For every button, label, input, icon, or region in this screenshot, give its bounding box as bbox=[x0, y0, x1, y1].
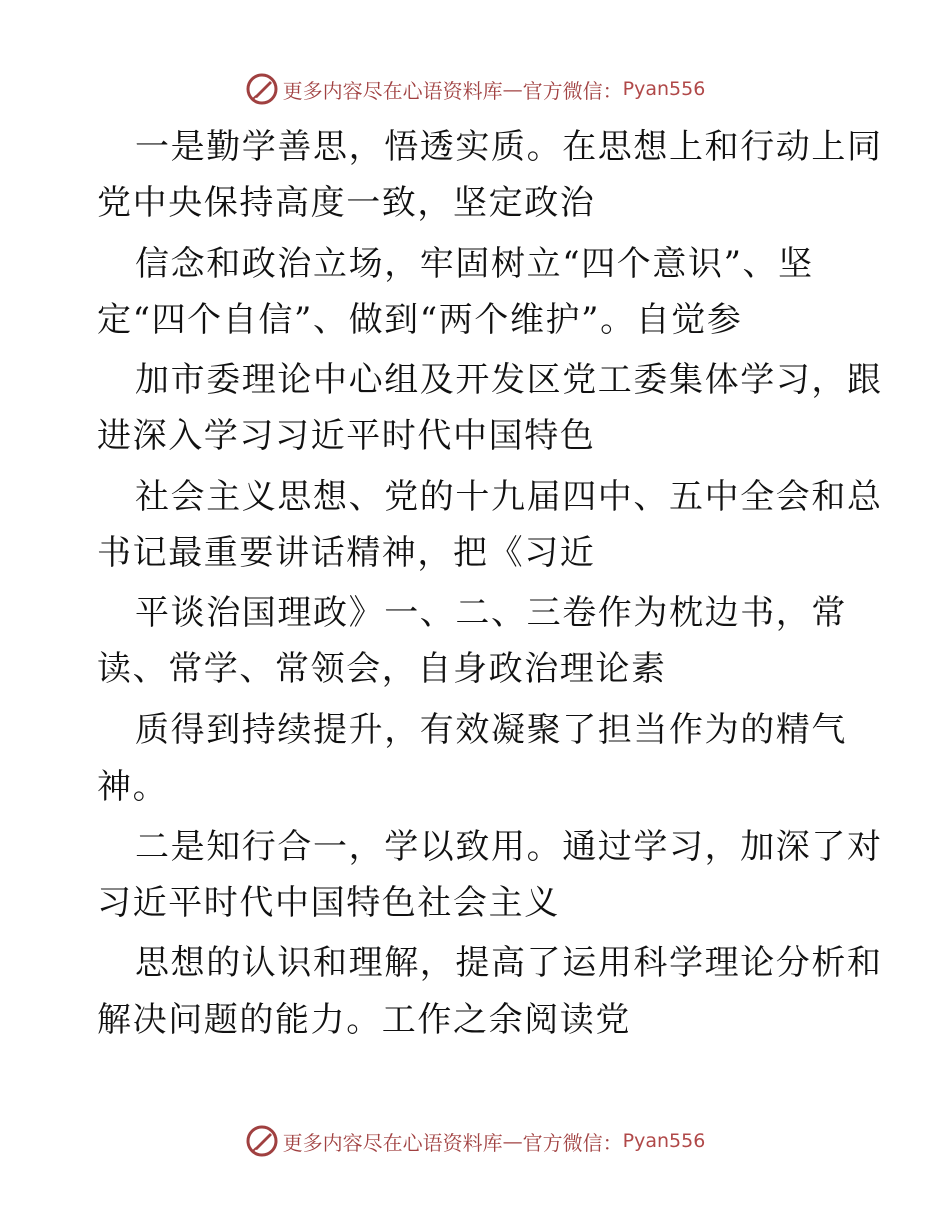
watermark-label: 官方微信： bbox=[522, 78, 623, 103]
watermark-text: 更多内容尽在心语资料库 bbox=[282, 1130, 503, 1155]
text-line: 质得到持续提升，有效凝聚了担当作为的精气 bbox=[135, 710, 847, 750]
footer-watermark bbox=[0, 1124, 950, 1158]
text-line: 书记最重要讲话精神，把《习近 bbox=[97, 533, 596, 573]
text-line: 平谈治国理政》一、二、三卷作为枕边书，常 bbox=[135, 593, 847, 633]
text-line: 思想的认识和理解，提高了运用科学理论分析和 bbox=[135, 943, 883, 983]
text-line: 定“四个自信”、做到“两个维护”。自觉参 bbox=[97, 300, 743, 340]
watermark-label: 官方微信： bbox=[522, 1130, 623, 1155]
text-line: 习近平时代中国特色社会主义 bbox=[97, 883, 560, 923]
text-line: 社会主义思想、党的十九届四中、五中全会和总 bbox=[135, 477, 883, 517]
text-line: 神。 bbox=[97, 767, 169, 807]
watermark-dash: — bbox=[502, 77, 523, 101]
text-line: 信念和政治立场，牢固树立“四个意识”、坚 bbox=[135, 244, 814, 284]
watermark-id: Pyan556 bbox=[622, 1130, 706, 1152]
text-line: 进深入学习习近平时代中国特色 bbox=[97, 416, 596, 456]
text-line: 加市委理论中心组及开发区党工委集体学习，跟 bbox=[135, 360, 883, 400]
watermark-dash: — bbox=[502, 1129, 523, 1153]
text-line: 读、常学、常领会，自身政治理论素 bbox=[97, 649, 667, 689]
header-watermark bbox=[0, 72, 950, 106]
text-line: 解决问题的能力。工作之余阅读党 bbox=[97, 1000, 631, 1040]
text-line: 一是勤学善思，悟透实质。在思想上和行动上同 bbox=[135, 127, 883, 167]
text-line: 党中央保持高度一致，坚定政治 bbox=[97, 183, 596, 223]
watermark-text: 更多内容尽在心语资料库 bbox=[282, 78, 503, 103]
watermark-id: Pyan556 bbox=[622, 78, 706, 100]
quill-pen-logo-icon bbox=[245, 1124, 279, 1158]
quill-pen-logo-icon bbox=[245, 72, 279, 106]
text-line: 二是知行合一，学以致用。通过学习，加深了对 bbox=[135, 827, 883, 867]
